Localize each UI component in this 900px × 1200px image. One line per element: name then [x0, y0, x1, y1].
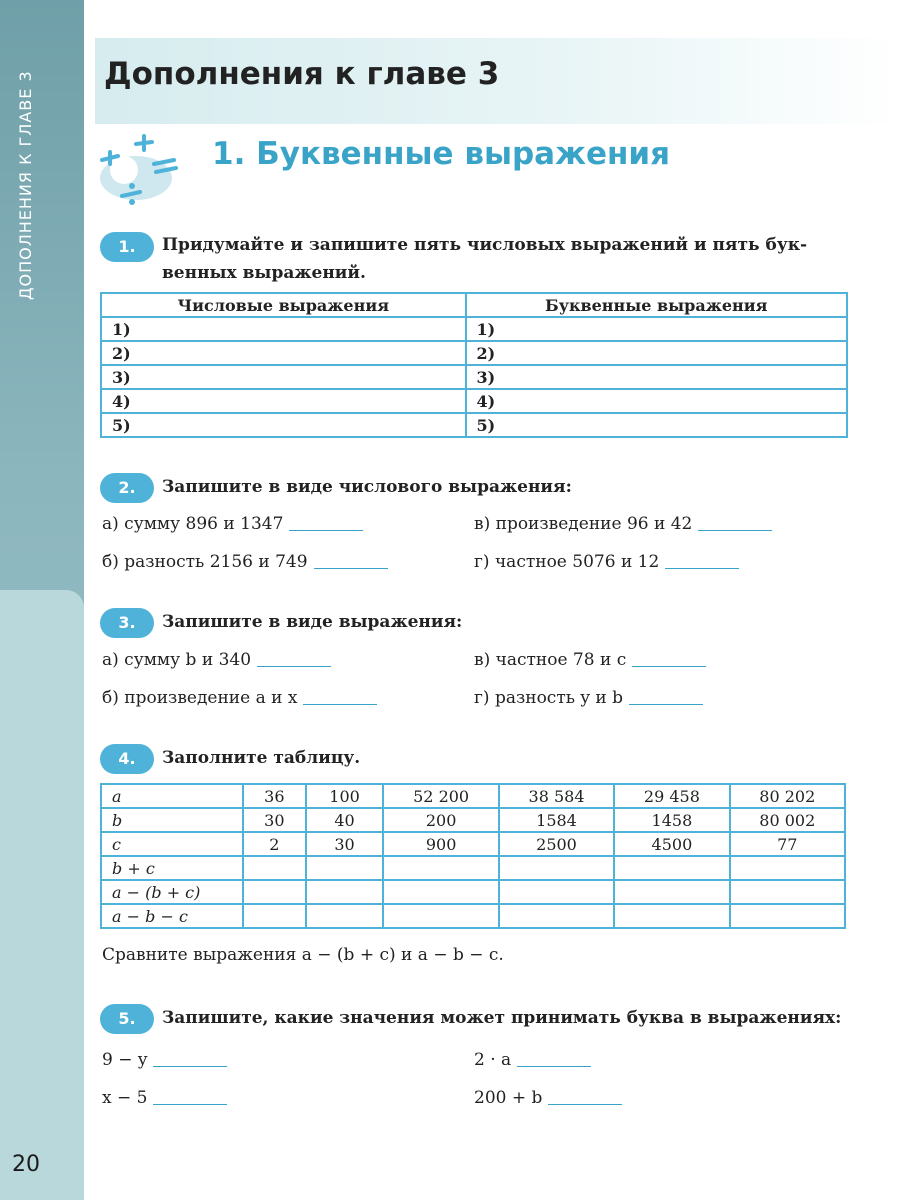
- table-cell: 2: [243, 832, 306, 856]
- table-cell[interactable]: 1): [466, 317, 848, 341]
- table-cell: 40: [306, 808, 384, 832]
- task-5-e3: [474, 1050, 591, 1070]
- chapter-title: Дополнения к главе 3: [104, 56, 500, 92]
- row-label: a − b − c: [101, 904, 243, 928]
- table-cell: 77: [730, 832, 845, 856]
- table-cell[interactable]: [730, 856, 845, 880]
- table-cell[interactable]: [614, 904, 729, 928]
- task-3-v: [474, 650, 706, 670]
- table-cell[interactable]: [383, 856, 498, 880]
- table-cell: 1458: [614, 808, 729, 832]
- table-cell[interactable]: 5): [101, 413, 466, 437]
- answer-line[interactable]: [257, 665, 331, 667]
- task-3-g-text: г) разность y и b: [474, 688, 624, 708]
- table-cell[interactable]: [243, 904, 306, 928]
- table-cell[interactable]: 2): [466, 341, 848, 365]
- task-5-e2-text: x − 5: [102, 1088, 148, 1108]
- task-3-text: Запишите в виде выражения:: [162, 612, 463, 632]
- task-2-v: [474, 514, 772, 534]
- answer-line[interactable]: [698, 529, 772, 531]
- row-label: b + c: [101, 856, 243, 880]
- answer-line[interactable]: [153, 1103, 227, 1105]
- table-cell[interactable]: [730, 904, 845, 928]
- task-5-badge: 5.: [100, 1004, 154, 1034]
- table-cell: 1584: [499, 808, 614, 832]
- table-cell[interactable]: [730, 880, 845, 904]
- table-cell[interactable]: [499, 856, 614, 880]
- task-3-g: [474, 688, 703, 708]
- task-5-e4: [474, 1088, 622, 1108]
- task-3-badge: 3.: [100, 608, 154, 638]
- table-cell[interactable]: [243, 856, 306, 880]
- table-cell[interactable]: [243, 880, 306, 904]
- table-row: [101, 365, 847, 389]
- table-cell[interactable]: [383, 904, 498, 928]
- table-row: [101, 832, 845, 856]
- task-5-e2: [102, 1088, 227, 1108]
- table-cell[interactable]: [306, 880, 384, 904]
- task-3-b-text: б) произведение a и x: [102, 688, 298, 708]
- task-5-e4-text: 200 + b: [474, 1088, 543, 1108]
- table-row: [101, 904, 845, 928]
- table-cell[interactable]: [306, 856, 384, 880]
- table-row: [101, 880, 845, 904]
- table-cell: 100: [306, 784, 384, 808]
- table-cell: 52 200: [383, 784, 498, 808]
- table-cell[interactable]: [306, 904, 384, 928]
- row-label: a: [101, 784, 243, 808]
- task-1-badge: 1.: [100, 232, 154, 262]
- answer-line[interactable]: [153, 1065, 227, 1067]
- math-symbols-icon: [96, 130, 206, 210]
- answer-line[interactable]: [629, 703, 703, 705]
- answer-line[interactable]: [289, 529, 363, 531]
- task-2-text: Запишите в виде числового выражения:: [162, 477, 572, 497]
- table-row: [101, 341, 847, 365]
- page-number: 20: [12, 1152, 40, 1177]
- table-cell[interactable]: [614, 880, 729, 904]
- answer-line[interactable]: [314, 567, 388, 569]
- task-5-e1: [102, 1050, 227, 1070]
- task-5-e3-text: 2 · a: [474, 1050, 512, 1070]
- table-cell[interactable]: [499, 904, 614, 928]
- side-strip-lower: [0, 590, 84, 1200]
- table-cell: 36: [243, 784, 306, 808]
- task-2-a: [102, 514, 363, 534]
- table-cell: 80 002: [730, 808, 845, 832]
- task-2-b-text: б) разность 2156 и 749: [102, 552, 308, 572]
- task-1-text-line2: венных выражений.: [162, 263, 366, 283]
- answer-line[interactable]: [665, 567, 739, 569]
- task-2-badge: 2.: [100, 473, 154, 503]
- task-2-g-text: г) частное 5076 и 12: [474, 552, 660, 572]
- table-cell[interactable]: [383, 880, 498, 904]
- table-cell: 4500: [614, 832, 729, 856]
- table-cell: 29 458: [614, 784, 729, 808]
- table-cell[interactable]: [499, 880, 614, 904]
- table-row: [101, 317, 847, 341]
- task-2-a-text: а) сумму 896 и 1347: [102, 514, 284, 534]
- task-3-v-text: в) частное 78 и c: [474, 650, 627, 670]
- table-cell[interactable]: 3): [101, 365, 466, 389]
- table-cell[interactable]: 2): [101, 341, 466, 365]
- table-cell[interactable]: [614, 856, 729, 880]
- table-cell: 38 584: [499, 784, 614, 808]
- table-cell[interactable]: 4): [466, 389, 848, 413]
- task-2-g: [474, 552, 739, 572]
- section-title: 1. Буквенные выражения: [212, 136, 671, 172]
- table-cell[interactable]: 5): [466, 413, 848, 437]
- row-label: b: [101, 808, 243, 832]
- task-2-b: [102, 552, 388, 572]
- row-label: c: [101, 832, 243, 856]
- side-strip: [0, 0, 84, 1200]
- task-1-table: [100, 292, 848, 438]
- task-1-text-line1: Придумайте и запишите пять числовых выражений и пять бук-: [162, 235, 808, 255]
- table-cell: 80 202: [730, 784, 845, 808]
- task-3-b: [102, 688, 377, 708]
- task-3-a-text: а) сумму b и 340: [102, 650, 252, 670]
- table-header-numeric: Числовые выражения: [101, 293, 466, 317]
- task-5-e1-text: 9 − y: [102, 1050, 148, 1070]
- answer-line[interactable]: [517, 1065, 591, 1067]
- task-4-table: [100, 783, 846, 929]
- task-4-badge: 4.: [100, 744, 154, 774]
- table-cell: 900: [383, 832, 498, 856]
- task-5-text: Запишите, какие значения может принимать буква в выражениях:: [162, 1008, 842, 1028]
- table-row: [101, 413, 847, 437]
- task-3-a: [102, 650, 331, 670]
- table-header-letter: Буквенные выражения: [466, 293, 848, 317]
- table-cell[interactable]: 1): [101, 317, 466, 341]
- answer-line[interactable]: [303, 703, 377, 705]
- table-cell: 30: [306, 832, 384, 856]
- table-cell[interactable]: 3): [466, 365, 848, 389]
- task-4-compare: Сравните выражения a − (b + c) и a − b − c.: [102, 945, 504, 965]
- task-2-v-text: в) произведение 96 и 42: [474, 514, 693, 534]
- table-row: [101, 389, 847, 413]
- answer-line[interactable]: [548, 1103, 622, 1105]
- table-cell: 200: [383, 808, 498, 832]
- table-cell: 2500: [499, 832, 614, 856]
- side-label: ДОПОЛНЕНИЯ К ГЛАВЕ 3: [16, 70, 35, 300]
- table-cell: 30: [243, 808, 306, 832]
- task-4-text: Заполните таблицу.: [162, 748, 361, 768]
- answer-line[interactable]: [632, 665, 706, 667]
- table-row: [101, 856, 845, 880]
- table-row: [101, 784, 845, 808]
- table-row: [101, 808, 845, 832]
- row-label: a − (b + c): [101, 880, 243, 904]
- table-cell[interactable]: 4): [101, 389, 466, 413]
